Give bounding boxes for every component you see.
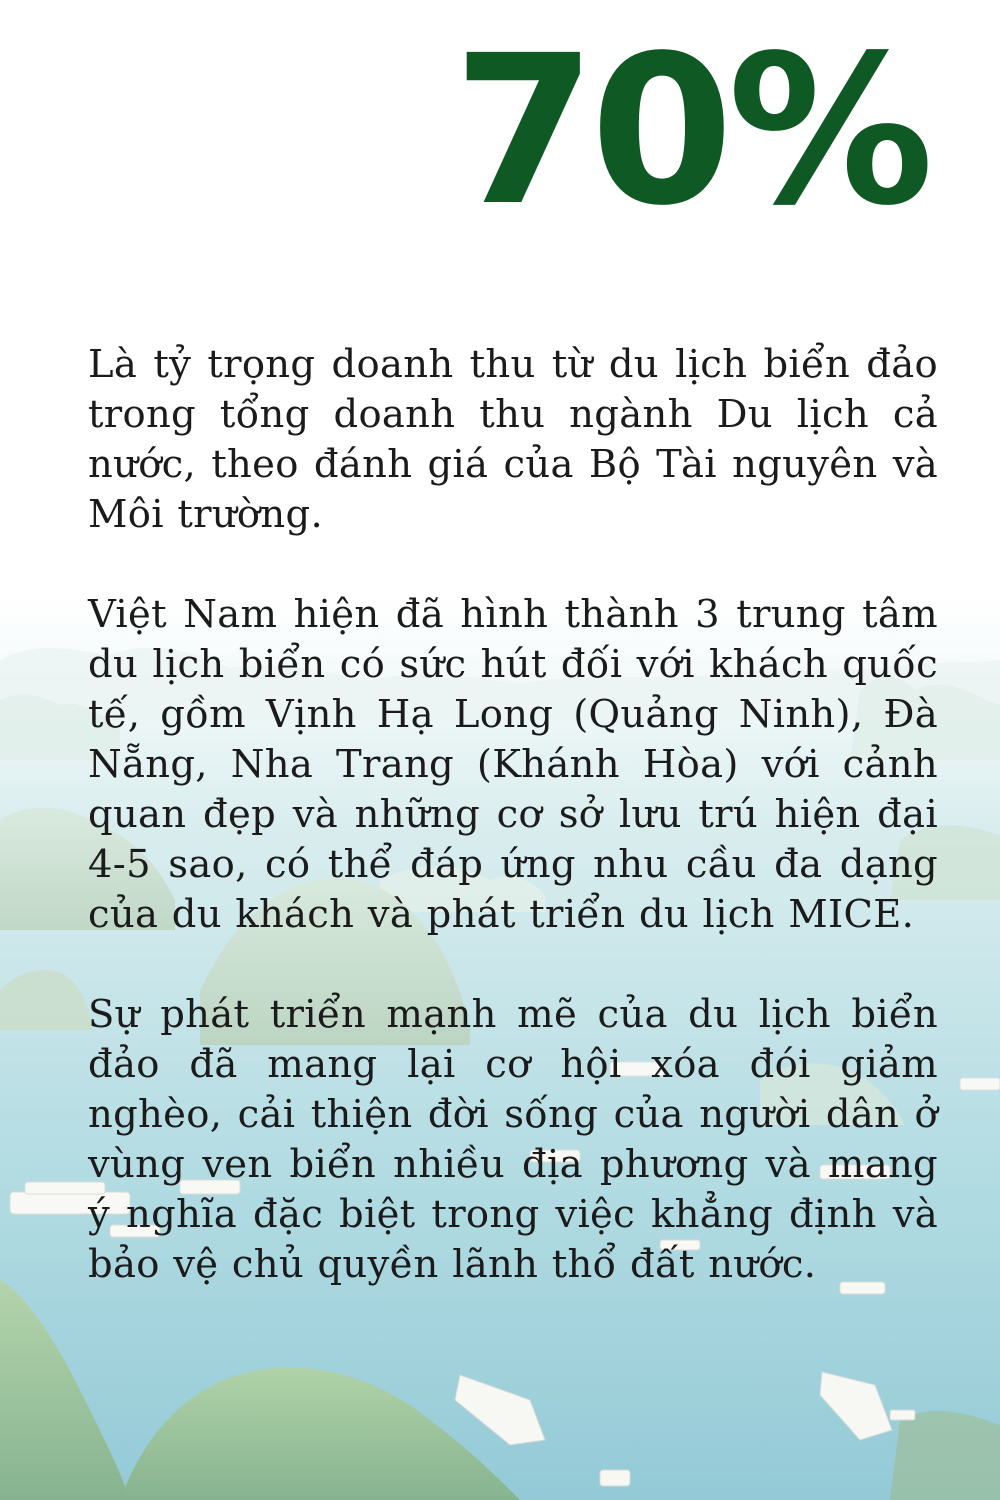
body-copy — [88, 340, 938, 1340]
paragraph-stat-explanation: Là tỷ trọng doanh thu từ du lịch biển đảo trong tổng doanh thu ngành Du lịch cả nước, theo đánh giá của Bộ Tài nguyên và Môi trường. — [88, 342, 938, 537]
stat-value: 70% — [452, 11, 928, 251]
paragraph-tourism-centers: Việt Nam hiện đã hình thành 3 trung tâm du lịch biển có sức hút đối với khách quốc tế, gồm Vịnh Hạ Long (Quảng Ninh), Đà Nẵng, Nha Trang (Khánh Hòa) với cảnh quan đẹp và những cơ sở lưu trú hiện đại 4-5 sao, có thể đáp ứng nhu cầu đa dạng của du khách và phát triển du lịch MICE. — [88, 592, 938, 937]
paragraph-development-impact: Sự phát triển mạnh mẽ của du lịch biển đảo đã mang lại cơ hội xóa đói giảm nghèo, cải thiện đời sống của người dân ở vùng ven biển nhiều địa phương và mang ý nghĩa đặc biệt trong việc khẳng định và bảo vệ chủ quyền lãnh thổ đất nước. — [88, 992, 938, 1287]
